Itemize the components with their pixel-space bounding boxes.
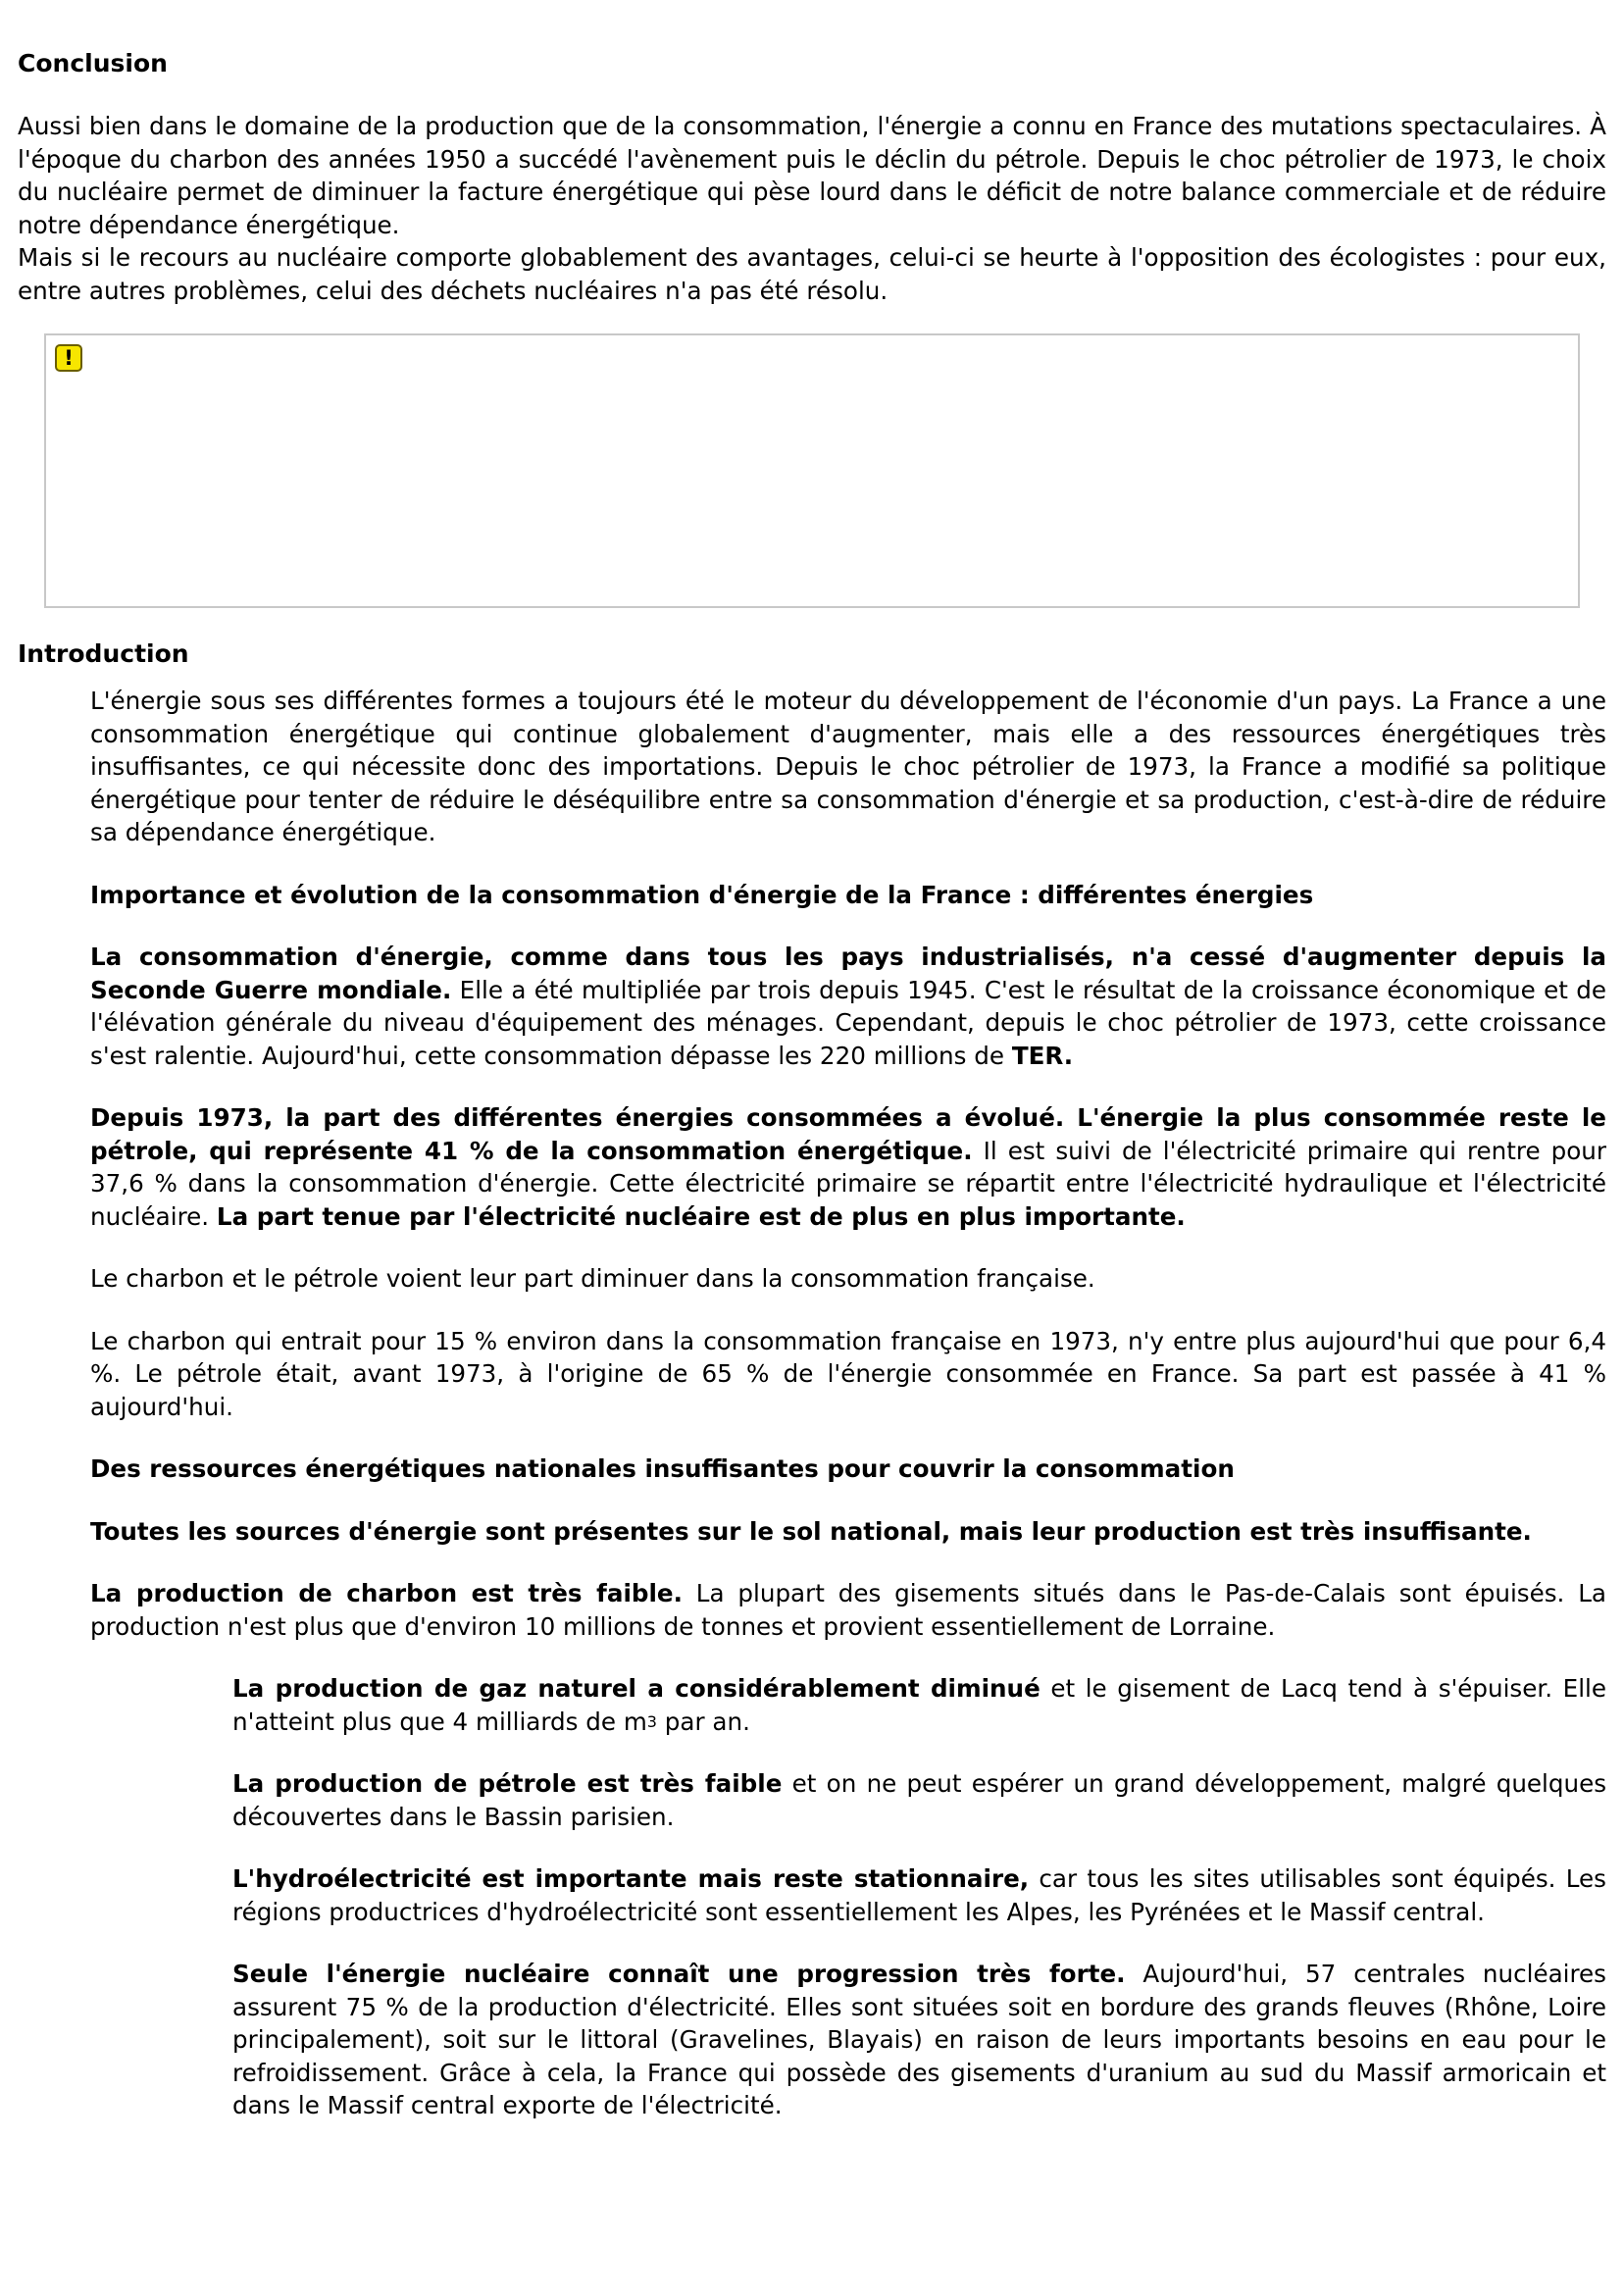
missing-image-frame: [44, 333, 1580, 608]
section2-p4-bold: La production de pétrole est très faible: [232, 1769, 783, 1798]
section1-p2-text: Il est suivi de l'électricité primaire qui rentre pour 37,6 % dans la consommation d'énergie. Cette électricité primaire se répartit entre l'électricité hydraulique et l'électricité nucléaire.: [90, 1136, 1606, 1231]
section2-p4-text: et on ne peut espérer un grand développement, malgré quelques découvertes dans le Bassin parisien.: [232, 1769, 1607, 1831]
section2-p3-end: par an.: [656, 1707, 750, 1736]
section2-p2-text: La plupart des gisements situés dans le Pas-de-Calais sont épuisés. La production n'est plus que d'environ 10 millions de tonnes et provient essentiellement de Lorraine.: [90, 1579, 1606, 1641]
section1-p2-bold: Depuis 1973, la part des différentes énergies consommées a évolué. L'énergie la plus consommée reste le pétrole, qui représente 41 % de la consommation énergétique.: [90, 1103, 1606, 1165]
section1-p1-end: TER.: [1011, 1041, 1074, 1070]
conclusion-paragraph-1: Aussi bien dans le domaine de la production que de la consommation, l'énergie a connu en France des mutations spectaculaires. À l'époque du charbon des années 1950 a succédé l'avènement puis le déclin du pétrole. Depuis le choc pétrolier de 1973, le choix du nucléaire permet de diminuer la facture énergétique qui pèse lourd dans le déficit de notre balance commerciale et de réduire notre dépendance énergétique.: [18, 112, 1606, 239]
section2-p3-sup: 3: [646, 1711, 657, 1731]
section2-paragraph-2: [90, 1577, 1606, 1643]
section2-p2-bold: La production de charbon est très faible.: [90, 1579, 683, 1607]
document-page: [18, 47, 1606, 2122]
section1-paragraph-2: [90, 1101, 1606, 1233]
section2-p5-bold: L'hydroélectricité est importante mais reste stationnaire,: [232, 1864, 1030, 1893]
section1-paragraph-3: Le charbon et le pétrole voient leur part diminuer dans la consommation française.: [90, 1264, 1095, 1293]
section1-heading: Importance et évolution de la consommation d'énergie de la France : différentes énergies: [90, 880, 1314, 909]
introduction-title: Introduction: [18, 639, 189, 668]
warning-icon: !: [55, 344, 82, 372]
section1-paragraph-4: Le charbon qui entrait pour 15 % environ dans la consommation française en 1973, n'y entre plus aujourd'hui que pour 6,4 %. Le pétrole était, avant 1973, à l'origine de 65 % de l'énergie consommée en France. Sa part est passée à 41 % aujourd'hui.: [90, 1326, 1606, 1421]
section2-p6-text: Aujourd'hui, 57 centrales nucléaires assurent 75 % de la production d'électricité. Elles sont situées soit en bordure des grands fleuves (Rhône, Loire principalement), soit sur le littoral (Gravelines, Blayais) en raison de leurs importants besoins en eau pour le refroidissement. Grâce à cela, la France qui possède des gisements d'uranium au sud du Massif armoricain et dans le Massif central exporte de l'électricité.: [232, 1960, 1606, 2119]
section2-paragraph-1: Toutes les sources d'énergie sont présentes sur le sol national, mais leur production est très insuffisante.: [90, 1516, 1532, 1546]
section1-p2-end: La part tenue par l'électricité nucléaire est de plus en plus importante.: [216, 1201, 1186, 1231]
section2-p3-bold: La production de gaz naturel a considérablement diminué: [232, 1674, 1040, 1703]
section2-p5-text: car tous les sites utilisables sont équipés. Les régions productrices d'hydroélectricité sont essentiellement les Alpes, les Pyrénées et le Massif central.: [232, 1864, 1606, 1926]
section2-p6-bold: Seule l'énergie nucléaire connaît une progression très forte.: [232, 1960, 1126, 1988]
section2-paragraph-5: [232, 1862, 1606, 1928]
section1-paragraph-1: [90, 941, 1606, 1072]
section1-p1-text: Elle a été multipliée par trois depuis 1945. C'est le résultat de la croissance économique et de l'élévation générale du niveau d'équipement des ménages. Cependant, depuis le choc pétrolier de 1973, cette croissance s'est ralentie. Aujourd'hui, cette consommation dépasse les 220 millions de: [90, 975, 1606, 1070]
section2-heading: Des ressources énergétiques nationales insuffisantes pour couvrir la consommation: [90, 1454, 1235, 1483]
section2-paragraph-6: [232, 1958, 1606, 2122]
introduction-paragraph: L'énergie sous ses différentes formes a toujours été le moteur du développement de l'économie d'un pays. La France a une consommation énergétique qui continue globalement d'augmenter, mais elle a des ressources énergétiques très insuffisantes, ce qui nécessite donc des importations. Depuis le choc pétrolier de 1973, la France a modifié sa politique énergétique pour tenter de réduire le déséquilibre entre sa consommation d'énergie et sa production, c'est-à-dire de réduire sa dépendance énergétique.: [90, 687, 1606, 846]
section2-p3-text: et le gisement de Lacq tend à s'épuiser. Elle n'atteint plus que 4 milliards de m: [232, 1674, 1606, 1736]
section2-paragraph-3: [232, 1672, 1606, 1738]
section2-paragraph-4: [232, 1767, 1606, 1833]
conclusion-title: Conclusion: [18, 49, 168, 77]
conclusion-paragraph-2: Mais si le recours au nucléaire comporte globablement des avantages, celui-ci se heurte à l'opposition des écologistes : pour eux, entre autres problèmes, celui des déchets nucléaires n'a pas été résolu.: [18, 243, 1606, 305]
section1-p1-bold: La consommation d'énergie, comme dans tous les pays industrialisés, n'a cessé d'augmenter depuis la Seconde Guerre mondiale.: [90, 943, 1606, 1004]
